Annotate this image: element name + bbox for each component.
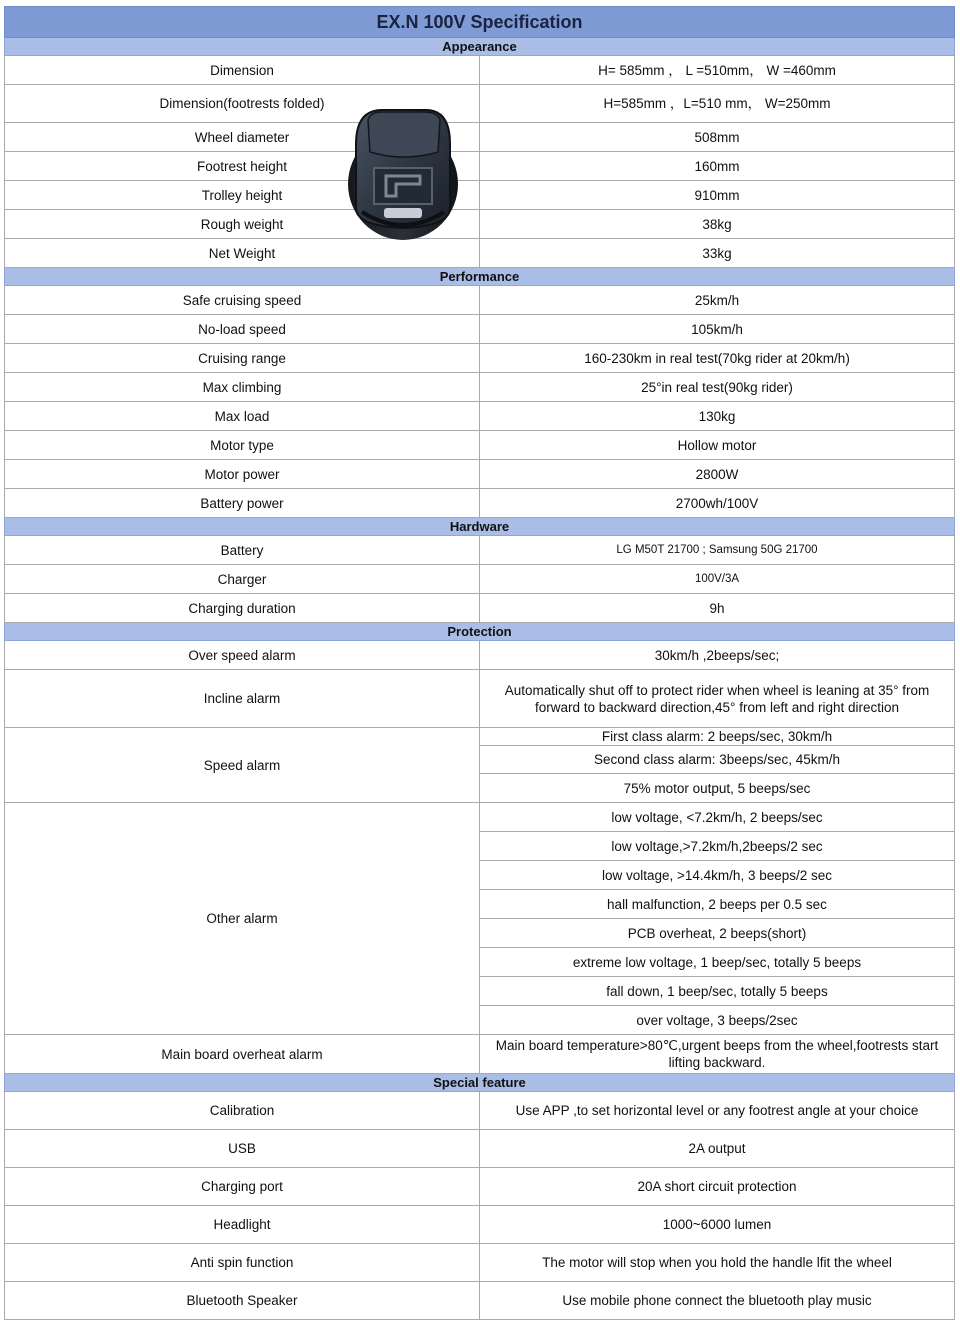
spec-table [4,6,955,1320]
spec-row [5,460,955,489]
spec-value: 33kg [480,239,955,268]
spec-label: Net Weight [5,239,480,268]
spec-value: 25°in real test(90kg rider) [480,373,955,402]
spec-row [5,565,955,594]
section-row-appearance [5,38,955,56]
spec-value: Main board temperature>80℃,urgent beeps from the wheel,footrests start lifting backward. [480,1035,955,1074]
spec-row [5,152,955,181]
section-special: Special feature [5,1074,955,1092]
section-protection: Protection [5,623,955,641]
spec-row [5,594,955,623]
spec-row [5,344,955,373]
spec-label: Speed alarm [5,728,480,803]
spec-value: Hollow motor [480,431,955,460]
spec-label: Charger [5,565,480,594]
spec-value: 160mm [480,152,955,181]
spec-label: Charging duration [5,594,480,623]
spec-value: 20A short circuit protection [480,1168,955,1206]
spec-value: 130kg [480,402,955,431]
spec-label: Main board overheat alarm [5,1035,480,1074]
spec-label: USB [5,1130,480,1168]
spec-label: Battery power [5,489,480,518]
spec-label: Charging port [5,1168,480,1206]
spec-row [5,641,955,670]
section-performance: Performance [5,268,955,286]
spec-value: 508mm [480,123,955,152]
spec-label: Safe cruising speed [5,286,480,315]
spec-label: Motor power [5,460,480,489]
spec-title: EX.N 100V Specification [5,7,955,38]
spec-value: 105km/h [480,315,955,344]
spec-row [5,402,955,431]
spec-value: 160-230km in real test(70kg rider at 20km/h) [480,344,955,373]
section-appearance: Appearance [5,38,955,56]
spec-label: No-load speed [5,315,480,344]
spec-value: H=585mm ，L=510 mm， W=250mm [480,85,955,123]
spec-label: Motor type [5,431,480,460]
spec-row [5,239,955,268]
spec-row [5,1092,955,1130]
spec-row [5,1168,955,1206]
spec-label: Over speed alarm [5,641,480,670]
spec-value: LG M50T 21700 ; Samsung 50G 21700 [480,536,955,565]
spec-value: low voltage,>7.2km/h,2beeps/2 sec [480,832,955,861]
spec-label: Dimension(footrests folded) [5,85,480,123]
spec-value: H= 585mm ， L =510mm， W =460mm [480,56,955,85]
spec-label: Bluetooth Speaker [5,1282,480,1320]
spec-value: 75% motor output, 5 beeps/sec [480,774,955,803]
spec-row [5,286,955,315]
spec-row [5,431,955,460]
spec-row [5,1206,955,1244]
electric-unicycle-icon [342,104,464,242]
spec-value: 1000~6000 lumen [480,1206,955,1244]
spec-value: 100V/3A [480,565,955,594]
section-row-performance [5,268,955,286]
spec-label: Wheel diameter [5,123,480,152]
spec-value: over voltage, 3 beeps/2sec [480,1006,955,1035]
spec-value: 2700wh/100V [480,489,955,518]
spec-value: 9h [480,594,955,623]
spec-label: Dimension [5,56,480,85]
spec-label: Trolley height [5,181,480,210]
title-row [5,7,955,38]
section-row-protection [5,623,955,641]
spec-row [5,670,955,728]
spec-value: 910mm [480,181,955,210]
spec-row [5,489,955,518]
spec-label: Max load [5,402,480,431]
spec-label: Anti spin function [5,1244,480,1282]
spec-row [5,536,955,565]
spec-value: First class alarm: 2 beeps/sec, 30km/h [480,728,955,746]
spec-label: Max climbing [5,373,480,402]
spec-label: Rough weight [5,210,480,239]
spec-row [5,373,955,402]
spec-value: low voltage, <7.2km/h, 2 beeps/sec [480,803,955,832]
spec-row [5,210,955,239]
spec-row [5,1130,955,1168]
spec-row [5,803,955,832]
spec-value: Use mobile phone connect the bluetooth play music [480,1282,955,1320]
spec-value: 2A output [480,1130,955,1168]
spec-label: Incline alarm [5,670,480,728]
spec-row [5,1282,955,1320]
spec-row [5,728,955,746]
spec-value: Second class alarm: 3beeps/sec, 45km/h [480,746,955,774]
spec-value: hall malfunction, 2 beeps per 0.5 sec [480,890,955,919]
spec-value: The motor will stop when you hold the handle lfit the wheel [480,1244,955,1282]
spec-label: Footrest height [5,152,480,181]
spec-value: Automatically shut off to protect rider when wheel is leaning at 35° from forward to backward direction,45° from left and right direction [480,670,955,728]
spec-value: fall down, 1 beep/sec, totally 5 beeps [480,977,955,1006]
spec-label: Headlight [5,1206,480,1244]
section-row-hardware [5,518,955,536]
spec-value: extreme low voltage, 1 beep/sec, totally 5 beeps [480,948,955,977]
spec-row [5,1244,955,1282]
spec-label: Calibration [5,1092,480,1130]
spec-sheet [4,6,955,1320]
section-hardware: Hardware [5,518,955,536]
spec-row [5,123,955,152]
spec-label: Other alarm [5,803,480,1035]
spec-row [5,85,955,123]
spec-value: 25km/h [480,286,955,315]
spec-row [5,315,955,344]
spec-value: low voltage, >14.4km/h, 3 beeps/2 sec [480,861,955,890]
spec-value: Use APP ,to set horizontal level or any footrest angle at your choice [480,1092,955,1130]
spec-label: Battery [5,536,480,565]
spec-value: 30km/h ,2beeps/sec; [480,641,955,670]
spec-value: PCB overheat, 2 beeps(short) [480,919,955,948]
spec-row [5,181,955,210]
spec-label: Cruising range [5,344,480,373]
spec-row [5,1035,955,1074]
spec-value: 38kg [480,210,955,239]
section-row-special [5,1074,955,1092]
spec-value: 2800W [480,460,955,489]
spec-row [5,56,955,85]
